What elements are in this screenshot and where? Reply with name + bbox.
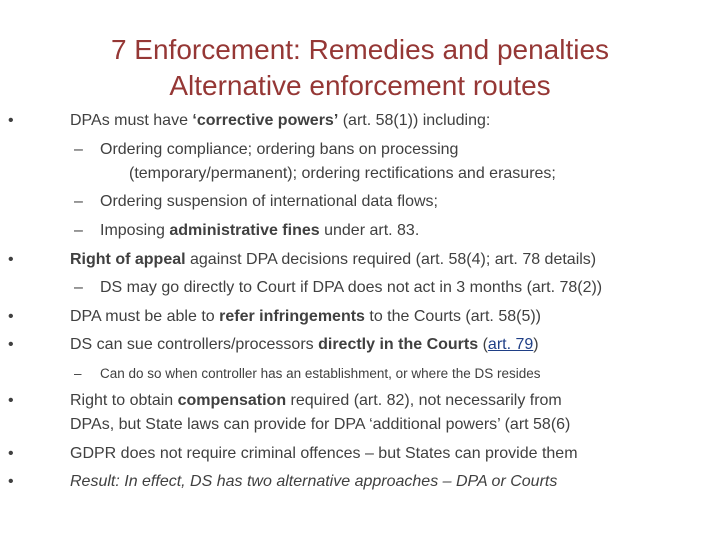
text-segment: DPA must be able to bbox=[70, 308, 220, 325]
bullet-icon: • bbox=[8, 308, 14, 325]
dash-icon: – bbox=[74, 279, 83, 296]
dash-icon: – bbox=[74, 141, 83, 158]
bullet-right-of-appeal bbox=[70, 250, 596, 270]
bold-text: directly in the Courts bbox=[318, 336, 479, 353]
bold-text: Right of appeal bbox=[70, 251, 186, 268]
sub-bullet-ordering-compliance: Ordering compliance; ordering bans on processing bbox=[100, 141, 459, 158]
bullet-compensation-cont: DPAs, but State laws can provide for DPA ‘additional powers’ (art 58(6) bbox=[70, 416, 571, 433]
slide-title bbox=[40, 32, 680, 104]
sub-bullet-suspension: Ordering suspension of international data flows; bbox=[100, 193, 438, 210]
sub-bullet-establishment: Can do so when controller has an establishment, or where the DS resides bbox=[100, 366, 541, 381]
bullet-icon: • bbox=[8, 445, 14, 462]
bold-text: compensation bbox=[177, 392, 287, 409]
bullet-icon: • bbox=[8, 251, 14, 268]
sub-bullet-fines bbox=[100, 221, 419, 241]
text-segment: ) bbox=[533, 336, 539, 353]
bullet-icon: • bbox=[8, 336, 14, 353]
sub-bullet-direct-court: DS may go directly to Court if DPA does not act in 3 months (art. 78(2)) bbox=[100, 279, 603, 296]
text-segment: required (art. 82), not necessarily from bbox=[286, 392, 562, 409]
bullet-icon: • bbox=[8, 473, 14, 490]
bullet-result: Result: In effect, DS has two alternative approaches – DPA or Courts bbox=[70, 473, 558, 490]
bullet-compensation bbox=[70, 391, 562, 411]
text-segment: to the Courts (art. 58(5)) bbox=[364, 308, 541, 325]
bullet-sue-directly bbox=[70, 335, 539, 355]
slide-title-line-2: Alternative enforcement routes bbox=[169, 70, 551, 101]
dash-icon: – bbox=[74, 366, 82, 381]
text-segment: under art. 83. bbox=[319, 222, 420, 239]
text-segment: against DPA decisions required (art. 58(4); art. 78 details) bbox=[185, 251, 597, 268]
art-79-link[interactable]: art. 79 bbox=[487, 336, 534, 353]
text-segment: Imposing bbox=[100, 222, 170, 239]
dash-icon: – bbox=[74, 222, 83, 239]
bullet-icon: • bbox=[8, 392, 14, 409]
text-segment: DPAs must have bbox=[70, 112, 193, 129]
text-segment: (art. 58(1)) including: bbox=[338, 112, 491, 129]
bold-text: ‘corrective powers’ bbox=[192, 112, 339, 129]
text-segment: Right to obtain bbox=[70, 392, 178, 409]
bold-text: refer infringements bbox=[219, 308, 365, 325]
text-segment: DS can sue controllers/processors bbox=[70, 336, 319, 353]
bold-text: administrative fines bbox=[169, 222, 320, 239]
bullet-corrective-powers bbox=[70, 111, 490, 131]
bullet-icon: • bbox=[8, 112, 14, 129]
slide-title-line-1: 7 Enforcement: Remedies and penalties bbox=[110, 34, 610, 65]
bullet-criminal-offences: GDPR does not require criminal offences – but States can provide them bbox=[70, 445, 578, 462]
dash-icon: – bbox=[74, 193, 83, 210]
bullet-refer-infringements bbox=[70, 307, 541, 327]
sub-bullet-ordering-compliance-cont: (temporary/permanent); ordering rectifications and erasures; bbox=[129, 165, 556, 182]
text-segment: ( bbox=[478, 336, 488, 353]
